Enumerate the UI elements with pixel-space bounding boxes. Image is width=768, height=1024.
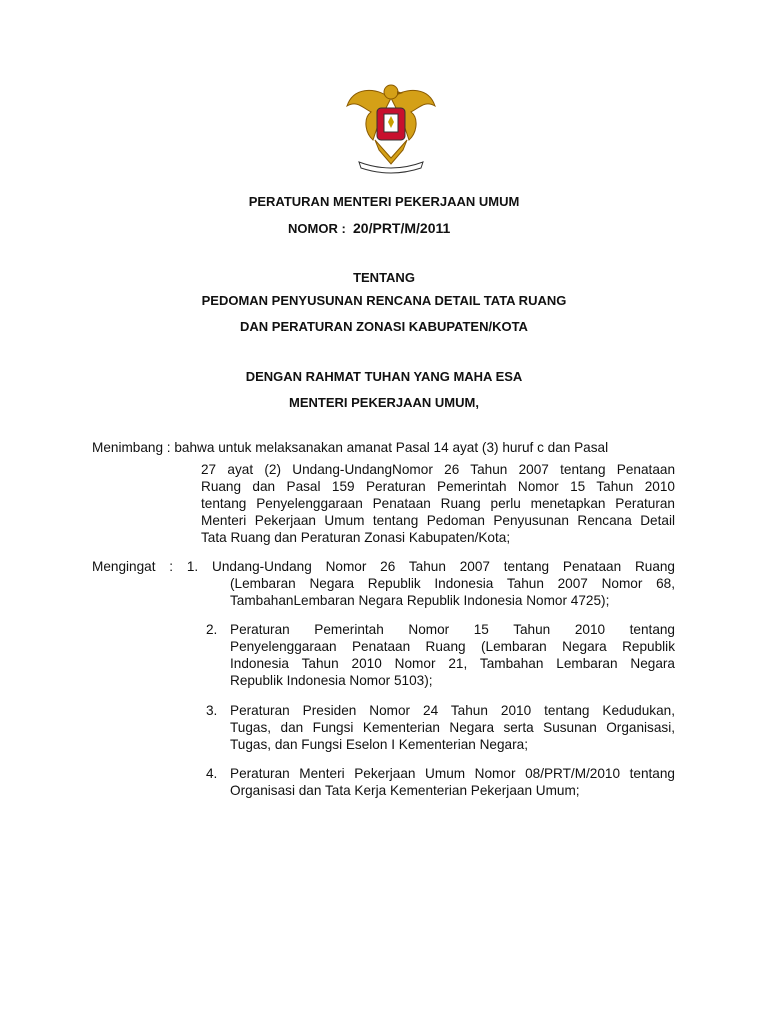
mengingat-line: (Lembaran Negara Republik Indonesia Tahun 2007 Nomor 68, — [230, 576, 675, 591]
menimbang-line: Ruang dan Pasal 159 Peraturan Pemerintah Nomor 15 Tahun 2010 — [201, 479, 675, 494]
mengingat-line: Organisasi dan Tata Kerja Kementerian Pekerjaan Umum; — [230, 783, 580, 798]
mengingat-line: Tugas, dan Fungsi Kementerian Negara serta Susunan Organisasi, — [230, 720, 675, 735]
regulation-number — [288, 220, 450, 237]
menteri-heading: MENTERI PEKERJAAN UMUM, — [289, 395, 479, 410]
subject-line: DAN PERATURAN ZONASI KABUPATEN/KOTA — [240, 319, 528, 334]
mengingat-line: Peraturan Menteri Pekerjaan Umum Nomor 08/PRT/M/2010 tentang — [230, 766, 675, 781]
regulation-title: PERATURAN MENTERI PEKERJAAN UMUM — [248, 194, 520, 209]
subject-line: PEDOMAN PENYUSUNAN RENCANA DETAIL TATA RUANG — [201, 293, 567, 308]
rahmat-heading: DENGAN RAHMAT TUHAN YANG MAHA ESA — [245, 369, 523, 384]
nomor-label: NOMOR : — [288, 221, 346, 236]
mengingat-line: Penyelenggaraan Penataan Ruang (Lembaran Negara Republik — [230, 639, 675, 654]
menimbang-line: 27 ayat (2) Undang-UndangNomor 26 Tahun 2007 tentang Penataan — [201, 462, 675, 477]
mengingat-line: Peraturan Pemerintah Nomor 15 Tahun 2010 tentang — [230, 622, 675, 637]
mengingat-line: Tugas, dan Fungsi Eselon I Kementerian Negara; — [230, 737, 528, 752]
menimbang-line: Menteri Pekerjaan Umum tentang Pedoman Penyusunan Rencana Detail — [201, 513, 675, 528]
menimbang-first-line: Menimbang : bahwa untuk melaksanakan amanat Pasal 14 ayat (3) huruf c dan Pasal — [92, 440, 609, 455]
tentang-heading: TENTANG — [353, 270, 415, 285]
mengingat-line: Republik Indonesia Nomor 5103); — [230, 673, 433, 688]
mengingat-line: Indonesia Tahun 2010 Nomor 21, Tambahan Lembaran Negara — [230, 656, 675, 671]
menimbang-line: Tata Ruang dan Peraturan Zonasi Kabupaten/Kota; — [201, 530, 511, 545]
item-number: 2. — [206, 622, 218, 637]
garuda-emblem-icon — [343, 78, 439, 176]
mengingat-first-line: Mengingat : 1. Undang-Undang Nomor 26 Tahun 2007 tentang Penataan Ruang — [92, 559, 675, 574]
mengingat-line: TambahanLembaran Negara Republik Indonesia Nomor 4725); — [230, 593, 610, 608]
item-number: 3. — [206, 703, 218, 718]
menimbang-line: tentang Penyelenggaraan Penataan Ruang perlu menetapkan Peraturan — [201, 496, 675, 511]
mengingat-line: Peraturan Presiden Nomor 24 Tahun 2010 tentang Kedudukan, — [230, 703, 675, 718]
item-number: 4. — [206, 766, 218, 781]
nomor-value: 20/PRT/M/2011 — [353, 220, 451, 236]
